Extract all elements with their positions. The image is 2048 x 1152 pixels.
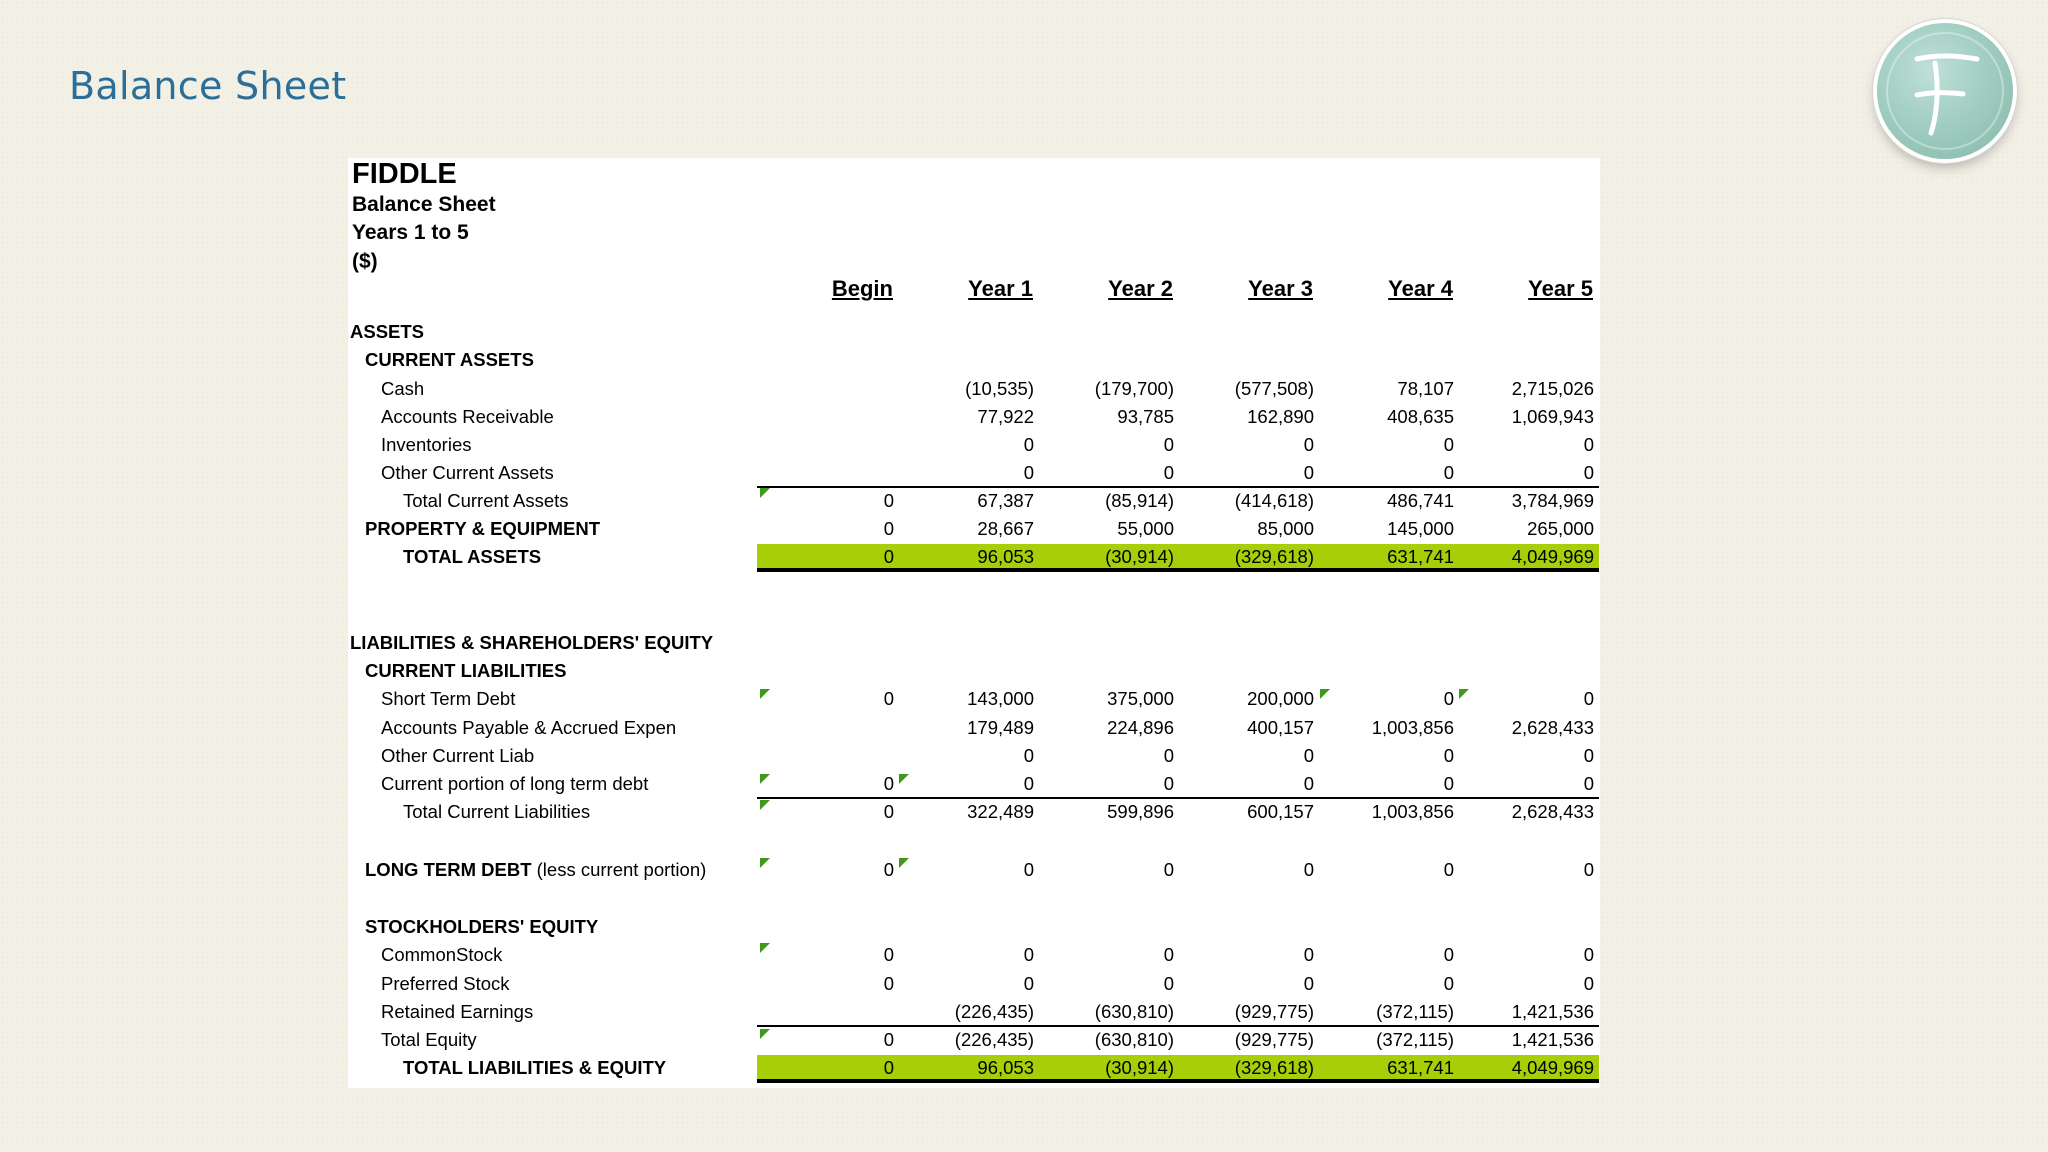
cell-value: 162,890: [1247, 406, 1314, 427]
row-label: STOCKHOLDERS' EQUITY: [365, 916, 599, 937]
slide-title: Balance Sheet: [69, 64, 347, 108]
cell-value: 0: [1583, 745, 1594, 766]
cell-value: 3,784,969: [1511, 490, 1594, 511]
table-row: [348, 403, 1600, 431]
cell-value: 0: [1443, 434, 1454, 455]
cell-value: (329,618): [1234, 546, 1314, 567]
row-label: Other Current Assets: [381, 462, 554, 483]
cell-value: 1,003,856: [1371, 801, 1454, 822]
table-row: [348, 856, 1600, 884]
cell-value: 0: [1303, 745, 1314, 766]
cell-value: 400,157: [1247, 717, 1314, 738]
cell-value: 85,000: [1257, 518, 1314, 539]
cell-value: 0: [1583, 859, 1594, 880]
cell-value: 0: [1163, 745, 1174, 766]
cell-value: (226,435): [954, 1001, 1034, 1022]
cell-value: 0: [883, 1057, 894, 1078]
table-row: [348, 941, 1600, 969]
column-header: Begin: [831, 276, 893, 301]
cell-value: 0: [1163, 773, 1174, 794]
comment-flag-icon[interactable]: [760, 800, 770, 810]
cell-value: (179,700): [1094, 378, 1174, 399]
subtotal-rule: [757, 797, 1599, 799]
cell-value: 200,000: [1247, 688, 1314, 709]
fiddle-logo: [1877, 23, 2013, 159]
cell-value: 0: [883, 773, 894, 794]
row-label: Preferred Stock: [381, 973, 510, 994]
cell-value: 0: [883, 859, 894, 880]
cell-value: 0: [1583, 773, 1594, 794]
cell-value: (630,810): [1094, 1001, 1174, 1022]
cell-value: 0: [1303, 973, 1314, 994]
cell-value: 0: [883, 1029, 894, 1050]
cell-value: (372,115): [1376, 1001, 1454, 1022]
cell-value: 599,896: [1107, 801, 1174, 822]
column-header: Year 3: [1248, 276, 1313, 301]
table-row: [348, 998, 1600, 1026]
row-label: TOTAL LIABILITIES & EQUITY: [403, 1057, 667, 1078]
cell-value: 2,628,433: [1511, 717, 1594, 738]
comment-flag-icon[interactable]: [899, 858, 909, 868]
cell-value: 0: [1163, 973, 1174, 994]
cell-value: 0: [1303, 859, 1314, 880]
cell-value: (30,914): [1105, 546, 1174, 567]
cell-value: (414,618): [1234, 490, 1314, 511]
row-label: Total Current Assets: [403, 490, 569, 511]
table-row: [348, 657, 1600, 685]
subtotal-rule: [757, 486, 1599, 488]
cell-value: 67,387: [977, 490, 1034, 511]
cell-value: 265,000: [1527, 518, 1594, 539]
cell-value: 224,896: [1107, 717, 1174, 738]
cell-value: 0: [1023, 773, 1034, 794]
cell-value: 0: [1163, 462, 1174, 483]
cell-value: 0: [1163, 859, 1174, 880]
cell-value: 1,421,536: [1511, 1029, 1594, 1050]
cell-value: 2,628,433: [1511, 801, 1594, 822]
cell-value: 179,489: [967, 717, 1034, 738]
row-label: Cash: [381, 378, 425, 399]
cell-value: 0: [1583, 944, 1594, 965]
comment-flag-icon[interactable]: [760, 774, 770, 784]
cell-value: 600,157: [1247, 801, 1314, 822]
cell-value: 0: [1163, 944, 1174, 965]
cell-value: 28,667: [977, 518, 1034, 539]
cell-value: 0: [1023, 944, 1034, 965]
cell-value: 0: [1583, 973, 1594, 994]
cell-value: 77,922: [977, 406, 1034, 427]
row-label: Total Current Liabilities: [403, 801, 591, 822]
table-row: [348, 714, 1600, 742]
comment-flag-icon[interactable]: [899, 774, 909, 784]
cell-value: 0: [1023, 859, 1034, 880]
cell-value: 1,421,536: [1511, 1001, 1594, 1022]
cell-value: 0: [1023, 434, 1034, 455]
table-row: [348, 346, 1600, 374]
comment-flag-icon[interactable]: [760, 943, 770, 953]
cell-value: 0: [883, 546, 894, 567]
cell-value: 143,000: [967, 688, 1034, 709]
company-name: FIDDLE: [352, 158, 457, 190]
cell-value: 0: [1443, 973, 1454, 994]
table-row: [348, 543, 1600, 571]
cell-value: 96,053: [977, 1057, 1034, 1078]
cell-value: 0: [1443, 773, 1454, 794]
cell-value: 0: [1443, 944, 1454, 965]
row-label: ASSETS: [350, 321, 425, 342]
sheet-period: Years 1 to 5: [352, 221, 469, 244]
cell-value: 93,785: [1117, 406, 1174, 427]
cell-value: 408,635: [1387, 406, 1454, 427]
cell-value: (10,535): [965, 378, 1034, 399]
row-label: CURRENT ASSETS: [365, 349, 534, 370]
comment-flag-icon[interactable]: [760, 1029, 770, 1039]
row-label: Current portion of long term debt: [381, 773, 649, 794]
comment-flag-icon[interactable]: [760, 858, 770, 868]
cell-value: 486,741: [1387, 490, 1454, 511]
cell-value: 0: [1443, 688, 1454, 709]
sheet-subtitle: Balance Sheet: [352, 193, 496, 216]
cell-value: 96,053: [977, 546, 1034, 567]
cell-value: 0: [1023, 973, 1034, 994]
cell-value: 145,000: [1387, 518, 1454, 539]
cell-value: 1,069,943: [1511, 406, 1594, 427]
row-label: Accounts Payable & Accrued Expen: [381, 717, 677, 738]
cell-value: 0: [1583, 434, 1594, 455]
cell-value: 78,107: [1397, 378, 1454, 399]
cell-value: 0: [1443, 462, 1454, 483]
cell-value: (929,775): [1234, 1029, 1314, 1050]
table-row: [348, 913, 1600, 941]
cell-value: 322,489: [967, 801, 1034, 822]
balance-sheet: [348, 158, 1600, 1088]
row-label: LIABILITIES & SHAREHOLDERS' EQUITY: [350, 632, 714, 653]
cell-value: 0: [1303, 462, 1314, 483]
column-header: Year 4: [1388, 276, 1453, 301]
row-label: Total Equity: [381, 1029, 477, 1050]
row-label: Other Current Liab: [381, 745, 535, 766]
row-label: Retained Earnings: [381, 1001, 534, 1022]
cell-value: 4,049,969: [1511, 1057, 1594, 1078]
cell-value: 0: [1303, 773, 1314, 794]
column-header: Year 1: [968, 276, 1033, 301]
cell-value: 375,000: [1107, 688, 1174, 709]
comment-flag-icon[interactable]: [760, 689, 770, 699]
cell-value: 0: [883, 518, 894, 539]
cell-value: 0: [1303, 434, 1314, 455]
sheet-unit: ($): [352, 250, 378, 273]
cell-value: 0: [1583, 688, 1594, 709]
cell-value: 55,000: [1117, 518, 1174, 539]
comment-flag-icon[interactable]: [1459, 689, 1469, 699]
table-row: [348, 487, 1600, 515]
cell-value: 631,741: [1387, 546, 1454, 567]
cell-value: 0: [883, 490, 894, 511]
cell-value: (630,810): [1094, 1029, 1174, 1050]
cell-value: 0: [883, 973, 894, 994]
table-row: [348, 375, 1600, 403]
row-label: TOTAL ASSETS: [403, 546, 542, 567]
cell-value: (929,775): [1234, 1001, 1314, 1022]
double-underline: [757, 568, 1599, 572]
row-label: CommonStock: [381, 944, 503, 965]
table-row: [348, 970, 1600, 998]
table-row: [348, 459, 1600, 487]
table-row: [348, 515, 1600, 543]
cell-value: 0: [1443, 859, 1454, 880]
cell-value: 0: [1303, 944, 1314, 965]
cell-value: 0: [1163, 434, 1174, 455]
cell-value: 0: [883, 944, 894, 965]
subtotal-rule: [757, 1025, 1599, 1027]
table-row: [348, 629, 1600, 657]
cell-value: (226,435): [954, 1029, 1034, 1050]
cell-value: (329,618): [1234, 1057, 1314, 1078]
double-underline: [757, 1079, 1599, 1083]
table-row: [348, 770, 1600, 798]
cell-value: 2,715,026: [1511, 378, 1594, 399]
table-row: [348, 318, 1600, 346]
cell-value: (372,115): [1376, 1029, 1454, 1050]
row-label: PROPERTY & EQUIPMENT: [365, 518, 601, 539]
row-label: Inventories: [381, 434, 472, 455]
column-header: Year 2: [1108, 276, 1173, 301]
cell-value: 0: [1023, 462, 1034, 483]
cell-value: 0: [1443, 745, 1454, 766]
row-label: CURRENT LIABILITIES: [365, 660, 567, 681]
table-row: [348, 742, 1600, 770]
cell-value: 0: [1583, 462, 1594, 483]
table-row: [348, 685, 1600, 713]
cell-value: 0: [1023, 745, 1034, 766]
row-label: Short Term Debt: [381, 688, 516, 709]
column-header: Year 5: [1528, 276, 1593, 301]
cell-value: (85,914): [1105, 490, 1174, 511]
row-label-suffix: (less current portion): [531, 859, 707, 880]
comment-flag-icon[interactable]: [760, 488, 770, 498]
row-label: Accounts Receivable: [381, 406, 554, 427]
cell-value: (30,914): [1105, 1057, 1174, 1078]
cell-value: 0: [883, 801, 894, 822]
table-row: [348, 1054, 1600, 1082]
cell-value: (577,508): [1234, 378, 1314, 399]
cell-value: 1,003,856: [1371, 717, 1454, 738]
cell-value: 0: [883, 688, 894, 709]
table-row: [348, 798, 1600, 826]
cell-value: 4,049,969: [1511, 546, 1594, 567]
table-row: [348, 1026, 1600, 1054]
table-row: [348, 431, 1600, 459]
cell-value: 631,741: [1387, 1057, 1454, 1078]
row-label: LONG TERM DEBT (less current portion): [365, 859, 707, 880]
comment-flag-icon[interactable]: [1320, 689, 1330, 699]
